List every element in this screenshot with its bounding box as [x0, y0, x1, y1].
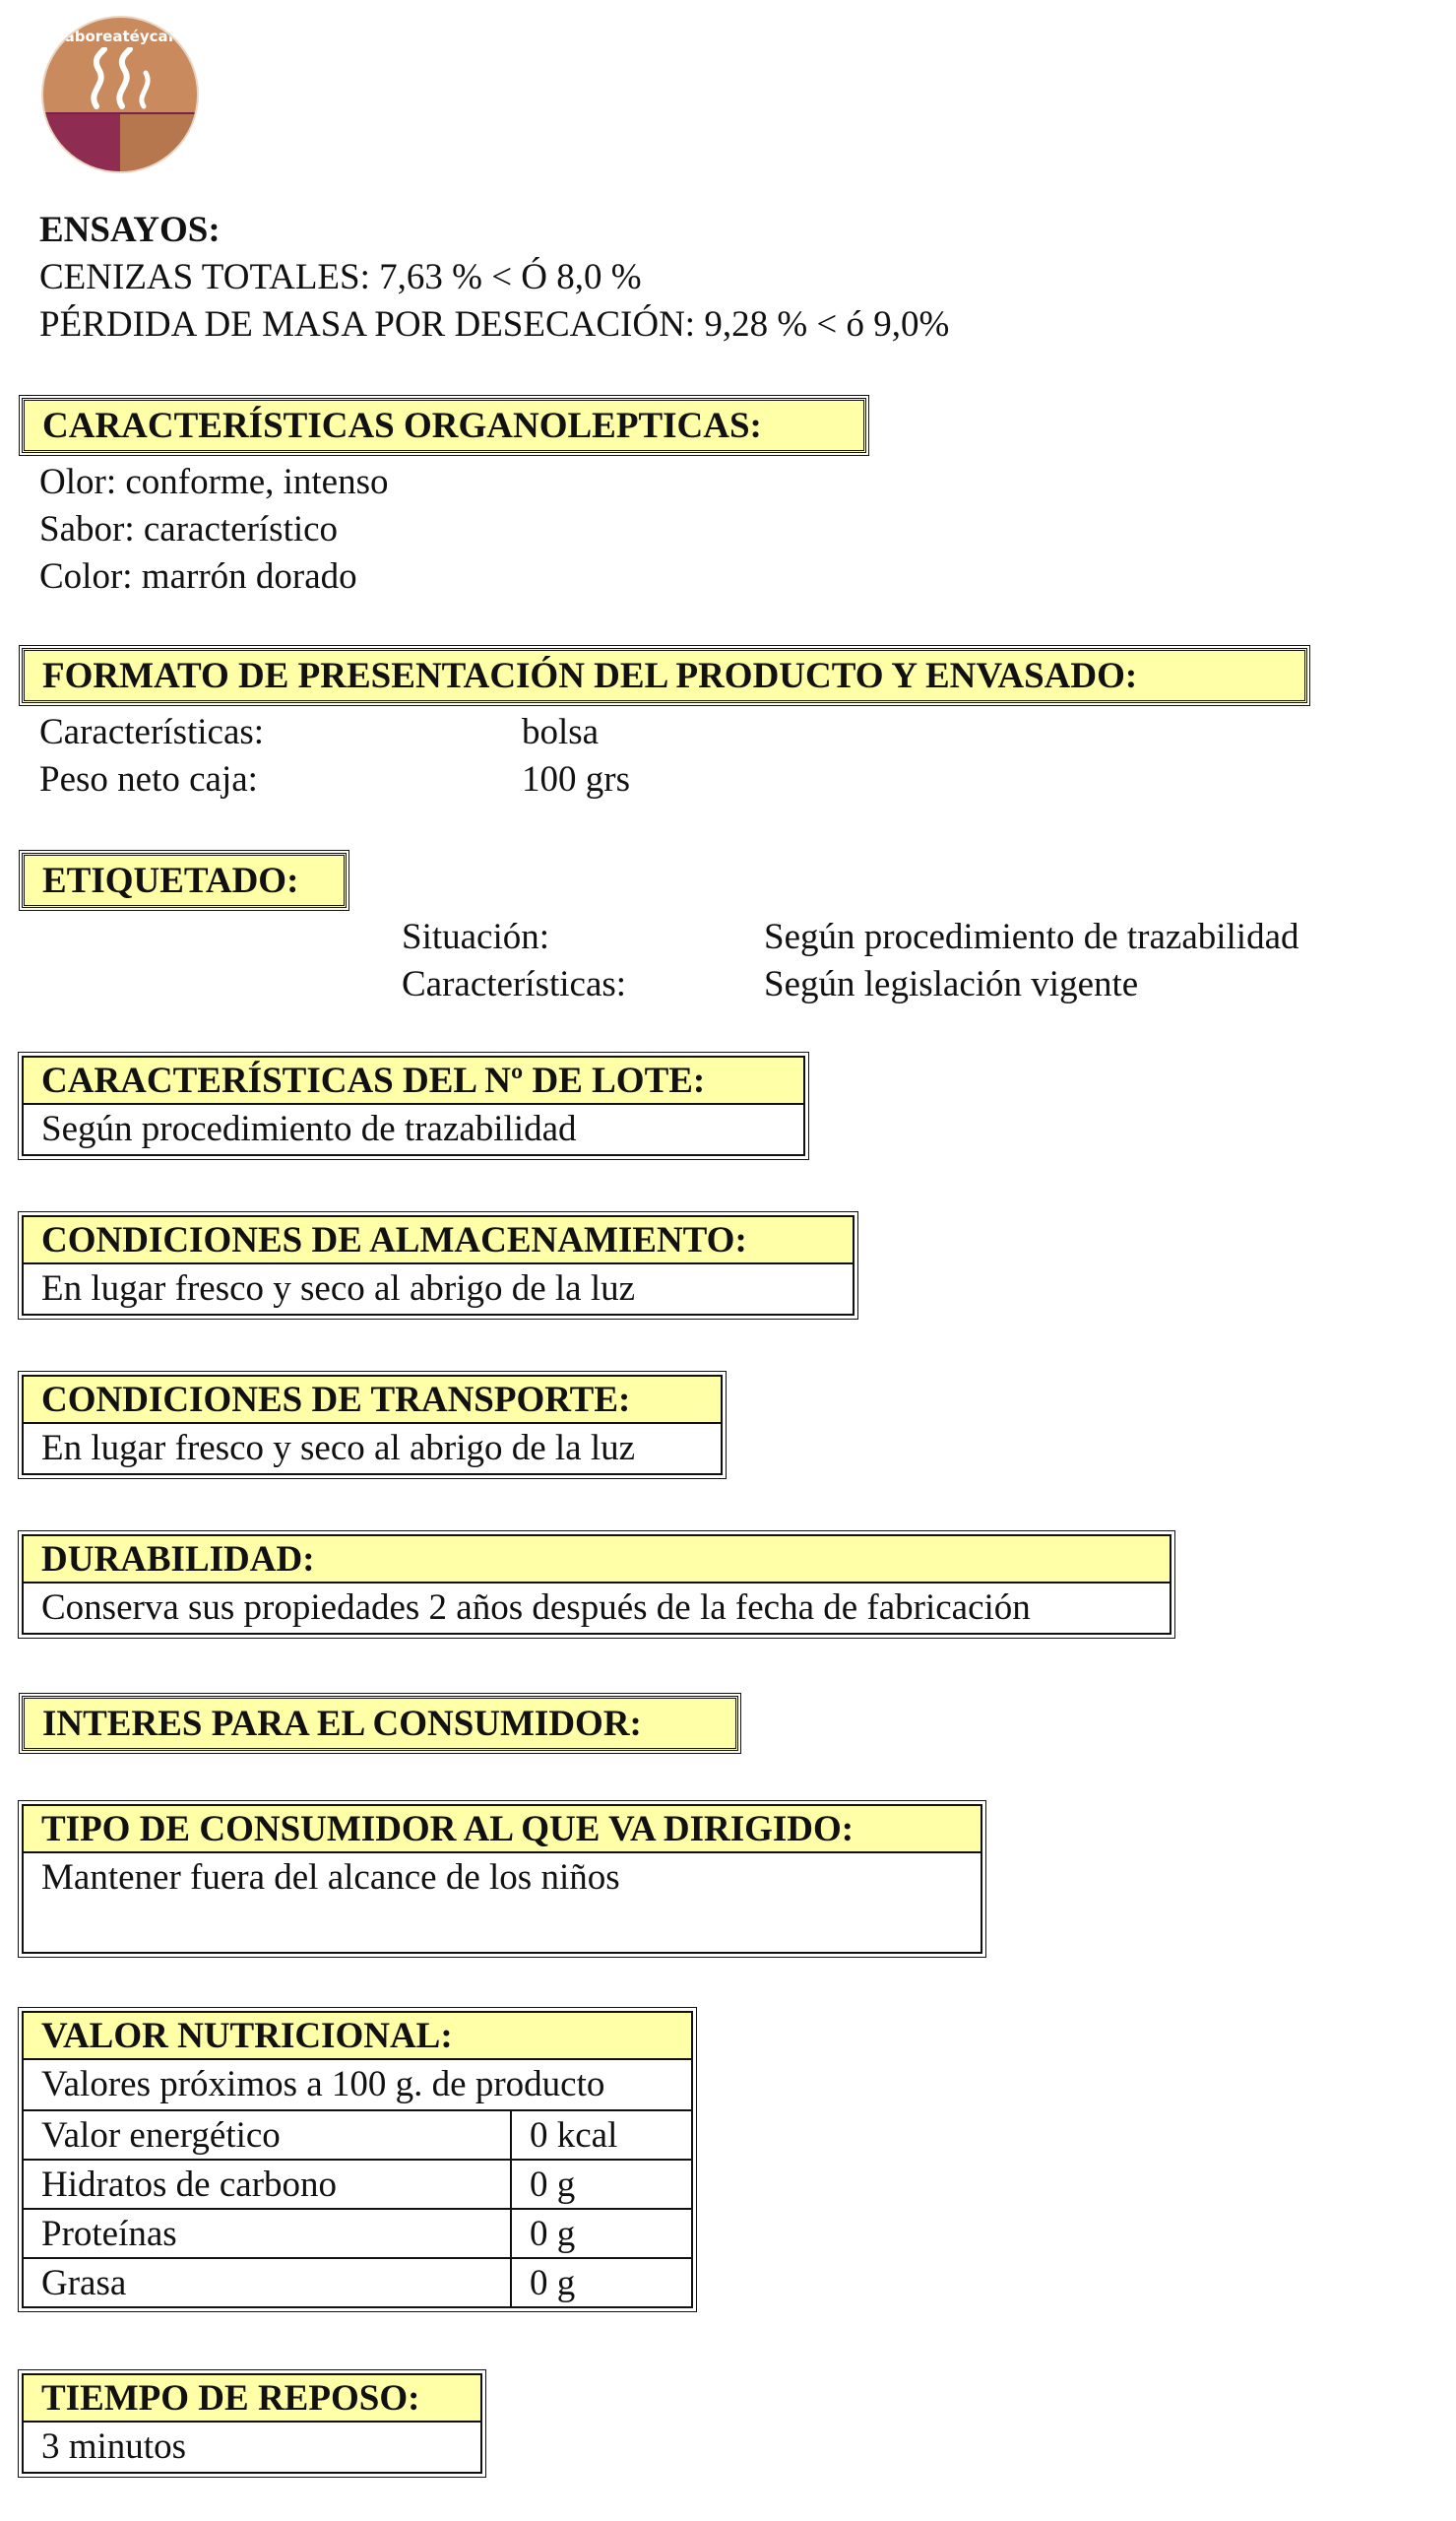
- table-row: [24, 2110, 691, 2160]
- nutricional-value-hidratos: 0 g: [511, 2160, 691, 2209]
- etiquetado-label-situacion: Situación:: [402, 917, 550, 957]
- transporte-body: En lugar fresco y seco al abrigo de la luz: [41, 1428, 636, 1468]
- formato-value-peso: 100 grs: [522, 759, 630, 800]
- lote-box: [22, 1056, 805, 1156]
- etiquetado-value-situacion: Según procedimiento de trazabilidad: [764, 917, 1299, 957]
- tipo-consumidor-box: [22, 1804, 982, 1954]
- tipo-consumidor-header: TIPO DE CONSUMIDOR AL QUE VA DIRIGIDO:: [24, 1806, 981, 1853]
- logo-brand-text: saboreatéycafé: [55, 28, 185, 45]
- table-row: [24, 2258, 691, 2306]
- etiquetado-value-caracteristicas: Según legislación vigente: [764, 964, 1139, 1004]
- organolepticas-olor: Olor: conforme, intenso: [39, 462, 389, 502]
- nutricional-label-hidratos: Hidratos de carbono: [24, 2160, 511, 2209]
- table-row: [24, 2209, 691, 2258]
- reposo-body: 3 minutos: [41, 2426, 186, 2467]
- formato-label-caracteristicas: Características:: [39, 712, 265, 752]
- nutricional-value-energia: 0 kcal: [511, 2110, 691, 2160]
- reposo-box: [22, 2373, 482, 2474]
- nutricional-label-grasa: Grasa: [24, 2258, 511, 2306]
- nutricional-box: [22, 2011, 693, 2308]
- transporte-header: CONDICIONES DE TRANSPORTE:: [24, 1377, 721, 1424]
- formato-label-peso: Peso neto caja:: [39, 759, 258, 800]
- almacenamiento-box: [22, 1215, 855, 1316]
- lote-body: Según procedimiento de trazabilidad: [41, 1109, 577, 1149]
- organolepticas-color: Color: marrón dorado: [39, 556, 357, 597]
- steam-cups-icon: [83, 47, 161, 110]
- etiquetado-label-caracteristicas: Características:: [402, 964, 627, 1004]
- logo-base: [43, 114, 197, 171]
- interes-header: INTERES PARA EL CONSUMIDOR:: [22, 1696, 738, 1751]
- nutricional-header: VALOR NUTRICIONAL:: [24, 2013, 691, 2060]
- nutricional-label-energia: Valor energético: [24, 2110, 511, 2160]
- ensayos-cenizas: CENIZAS TOTALES: 7,63 % < Ó 8,0 %: [39, 257, 642, 297]
- nutricional-table: [24, 2109, 691, 2306]
- nutricional-value-proteinas: 0 g: [511, 2209, 691, 2258]
- ensayos-title: ENSAYOS:: [39, 210, 221, 250]
- formato-value-caracteristicas: bolsa: [522, 712, 600, 752]
- nutricional-subtitle: Valores próximos a 100 g. de producto: [41, 2064, 605, 2104]
- nutricional-value-grasa: 0 g: [511, 2258, 691, 2306]
- tipo-consumidor-body: Mantener fuera del alcance de los niños: [41, 1857, 620, 1898]
- organolepticas-header: CARACTERÍSTICAS ORGANOLEPTICAS:: [22, 398, 866, 453]
- almacenamiento-body: En lugar fresco y seco al abrigo de la luz: [41, 1268, 636, 1309]
- ensayos-perdida: PÉRDIDA DE MASA POR DESECACIÓN: 9,28 % < ó 9,0%: [39, 304, 950, 345]
- nutricional-label-proteinas: Proteínas: [24, 2209, 511, 2258]
- transporte-box: [22, 1375, 723, 1475]
- lote-header: CARACTERÍSTICAS DEL Nº DE LOTE:: [24, 1058, 803, 1105]
- reposo-header: TIEMPO DE REPOSO:: [24, 2375, 480, 2423]
- durabilidad-box: [22, 1534, 1171, 1635]
- table-row: [24, 2160, 691, 2209]
- durabilidad-header: DURABILIDAD:: [24, 1536, 1170, 1584]
- organolepticas-sabor: Sabor: característico: [39, 509, 339, 549]
- brand-logo: [43, 18, 197, 171]
- almacenamiento-header: CONDICIONES DE ALMACENAMIENTO:: [24, 1217, 853, 1264]
- durabilidad-body: Conserva sus propiedades 2 años después de la fecha de fabricación: [41, 1587, 1031, 1628]
- etiquetado-header: ETIQUETADO:: [22, 853, 347, 908]
- formato-header: FORMATO DE PRESENTACIÓN DEL PRODUCTO Y ENVASADO:: [22, 648, 1307, 703]
